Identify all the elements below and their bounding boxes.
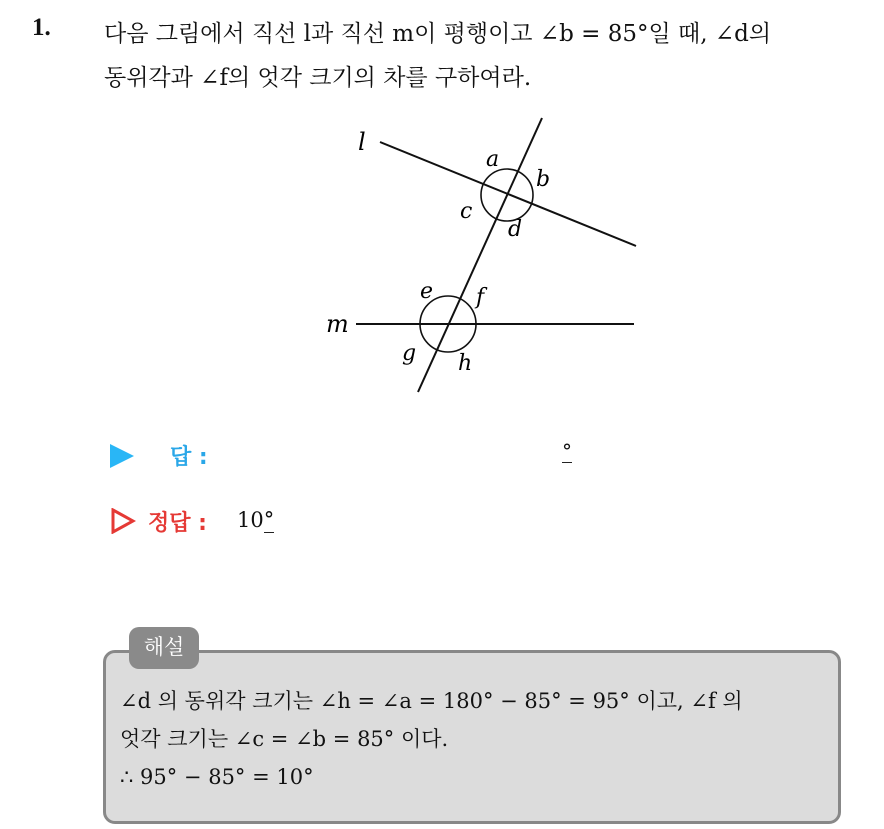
label-line-m: m (326, 310, 349, 338)
label-angle-d: d (508, 217, 523, 242)
explanation-line-1: ∠d 의 동위각 크기는 ∠h = ∠a = 180° − 85° = 95° 이고, ∠f 의 (120, 689, 743, 713)
label-angle-c: c (460, 199, 473, 224)
transversal-line (418, 118, 542, 392)
correct-answer-label: 정답 : (148, 511, 207, 536)
label-angle-h: h (458, 351, 473, 376)
question-text (104, 12, 864, 100)
explanation-text (120, 682, 840, 796)
question-number: 1. (32, 14, 51, 41)
label-line-l: l (358, 128, 366, 156)
answer-label: 답 : (170, 445, 208, 470)
question-line-2: 동위각과 ∠f의 엇각 크기의 차를 구하여라. (104, 65, 532, 91)
answer-blank-field[interactable]: ° (562, 439, 572, 463)
label-angle-g: g (402, 341, 417, 366)
explanation-line-3: ∴ 95° − 85° = 10° (120, 765, 314, 789)
explanation-tag: 해설 (129, 627, 199, 669)
label-angle-f: f (476, 285, 485, 310)
parallel-lines-figure (300, 108, 660, 408)
answer-row (110, 440, 610, 474)
play-triangle-icon (110, 444, 134, 468)
correct-answer-row (110, 506, 610, 540)
label-angle-a: a (486, 147, 500, 172)
correct-answer-number: 10 (237, 508, 264, 532)
outline-triangle-icon (110, 508, 136, 534)
question-line-1: 다음 그림에서 직선 l과 직선 m이 평행이고 ∠b = 85°일 때, ∠d의 (104, 21, 772, 47)
explanation-line-2: 엇각 크기는 ∠c = ∠b = 85° 이다. (120, 727, 449, 751)
correct-answer-value (237, 508, 274, 532)
correct-answer-unit: ° (263, 508, 275, 532)
label-angle-b: b (536, 167, 551, 192)
label-angle-e: e (420, 279, 434, 304)
